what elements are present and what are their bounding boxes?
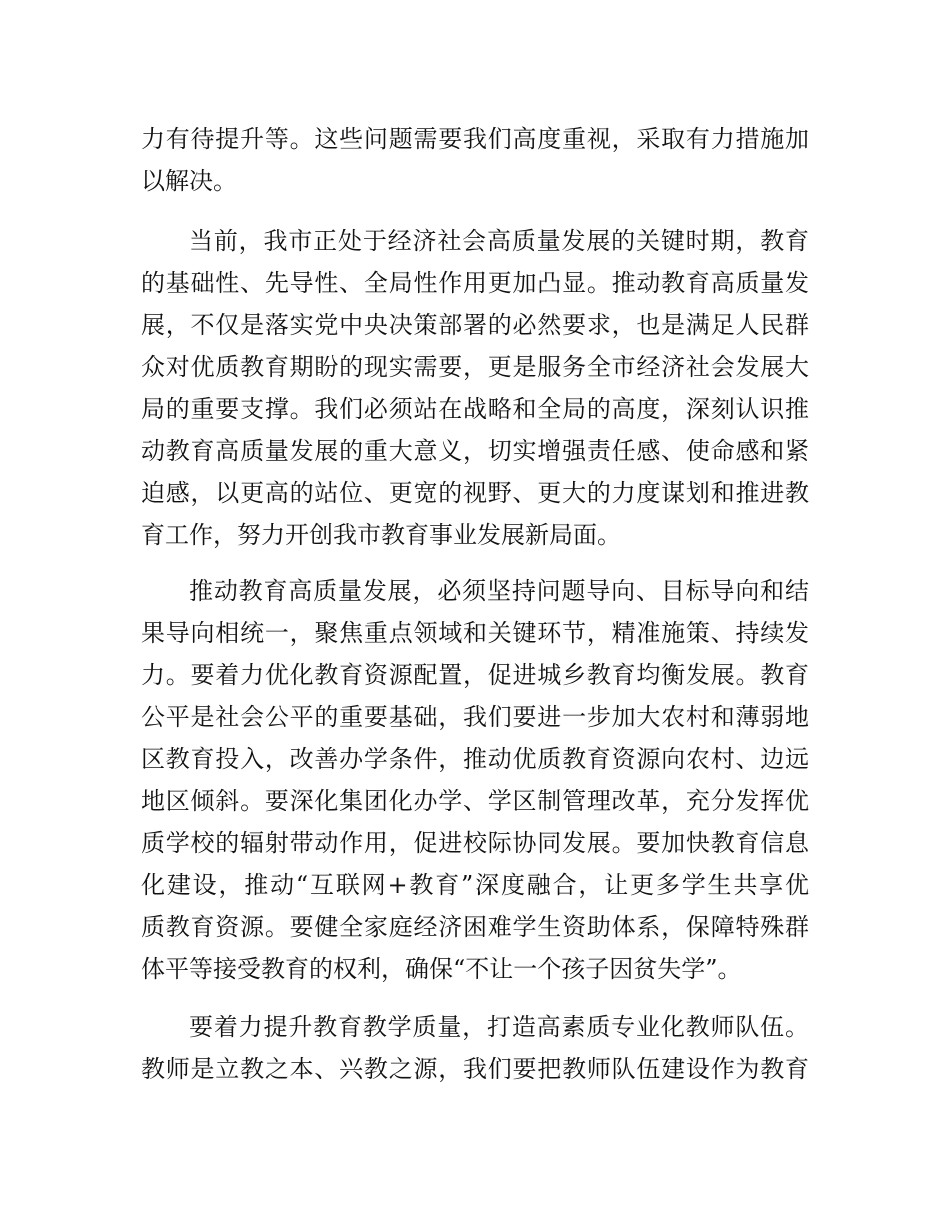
text-line: 推动教育高质量发展，必须坚持问题导向、目标导向和结 [189, 577, 809, 605]
text-line: 质教育资源。要健全家庭经济困难学生资助体系，保障特殊群 [141, 913, 809, 941]
text-line: 众对优质教育期盼的现实需要，更是服务全市经济社会发展大 [141, 353, 809, 381]
paragraph-4 [141, 1006, 809, 1090]
text-line: 地区倾斜。要深化集团化办学、学区制管理改革，充分发挥优 [141, 787, 809, 815]
text-line: 化建设，推动“互联网+教育”深度融合，让更多学生共享优 [141, 871, 809, 899]
paragraph-3 [141, 570, 809, 990]
text-line: 要着力提升教育教学质量，打造高素质专业化教师队伍。 [189, 1013, 809, 1041]
text-line: 教师是立教之本、兴教之源，我们要把教师队伍建设作为教育 [141, 1055, 809, 1083]
text-line: 迫感，以更高的站位、更宽的视野、更大的力度谋划和推进教 [141, 479, 809, 507]
paragraph-1 [141, 118, 809, 202]
paragraph-2 [141, 220, 809, 556]
text-line: 当前，我市正处于经济社会高质量发展的关键时期，教育 [189, 227, 809, 255]
text-line: 的基础性、先导性、全局性作用更加凸显。推动教育高质量发 [141, 269, 809, 297]
text-line: 局的重要支撑。我们必须站在战略和全局的高度，深刻认识推 [141, 395, 809, 423]
text-line: 动教育高质量发展的重大意义，切实增强责任感、使命感和紧 [141, 437, 809, 465]
text-line: 区教育投入，改善办学条件，推动优质教育资源向农村、边远 [141, 745, 809, 773]
text-line: 以解决。 [141, 167, 237, 195]
text-line: 展，不仅是落实党中央决策部署的必然要求，也是满足人民群 [141, 311, 809, 339]
text-line: 公平是社会公平的重要基础，我们要进一步加大农村和薄弱地 [141, 703, 809, 731]
text-line: 体平等接受教育的权利，确保“不让一个孩子因贫失学”。 [141, 955, 742, 983]
text-line: 质学校的辐射带动作用，促进校际协同发展。要加快教育信息 [141, 829, 809, 857]
text-line: 力。要着力优化教育资源配置，促进城乡教育均衡发展。教育 [141, 661, 809, 689]
text-line: 育工作，努力开创我市教育事业发展新局面。 [141, 521, 621, 549]
text-line: 力有待提升等。这些问题需要我们高度重视，采取有力措施加 [141, 125, 809, 153]
text-line: 果导向相统一，聚焦重点领域和关键环节，精准施策、持续发 [141, 619, 809, 647]
